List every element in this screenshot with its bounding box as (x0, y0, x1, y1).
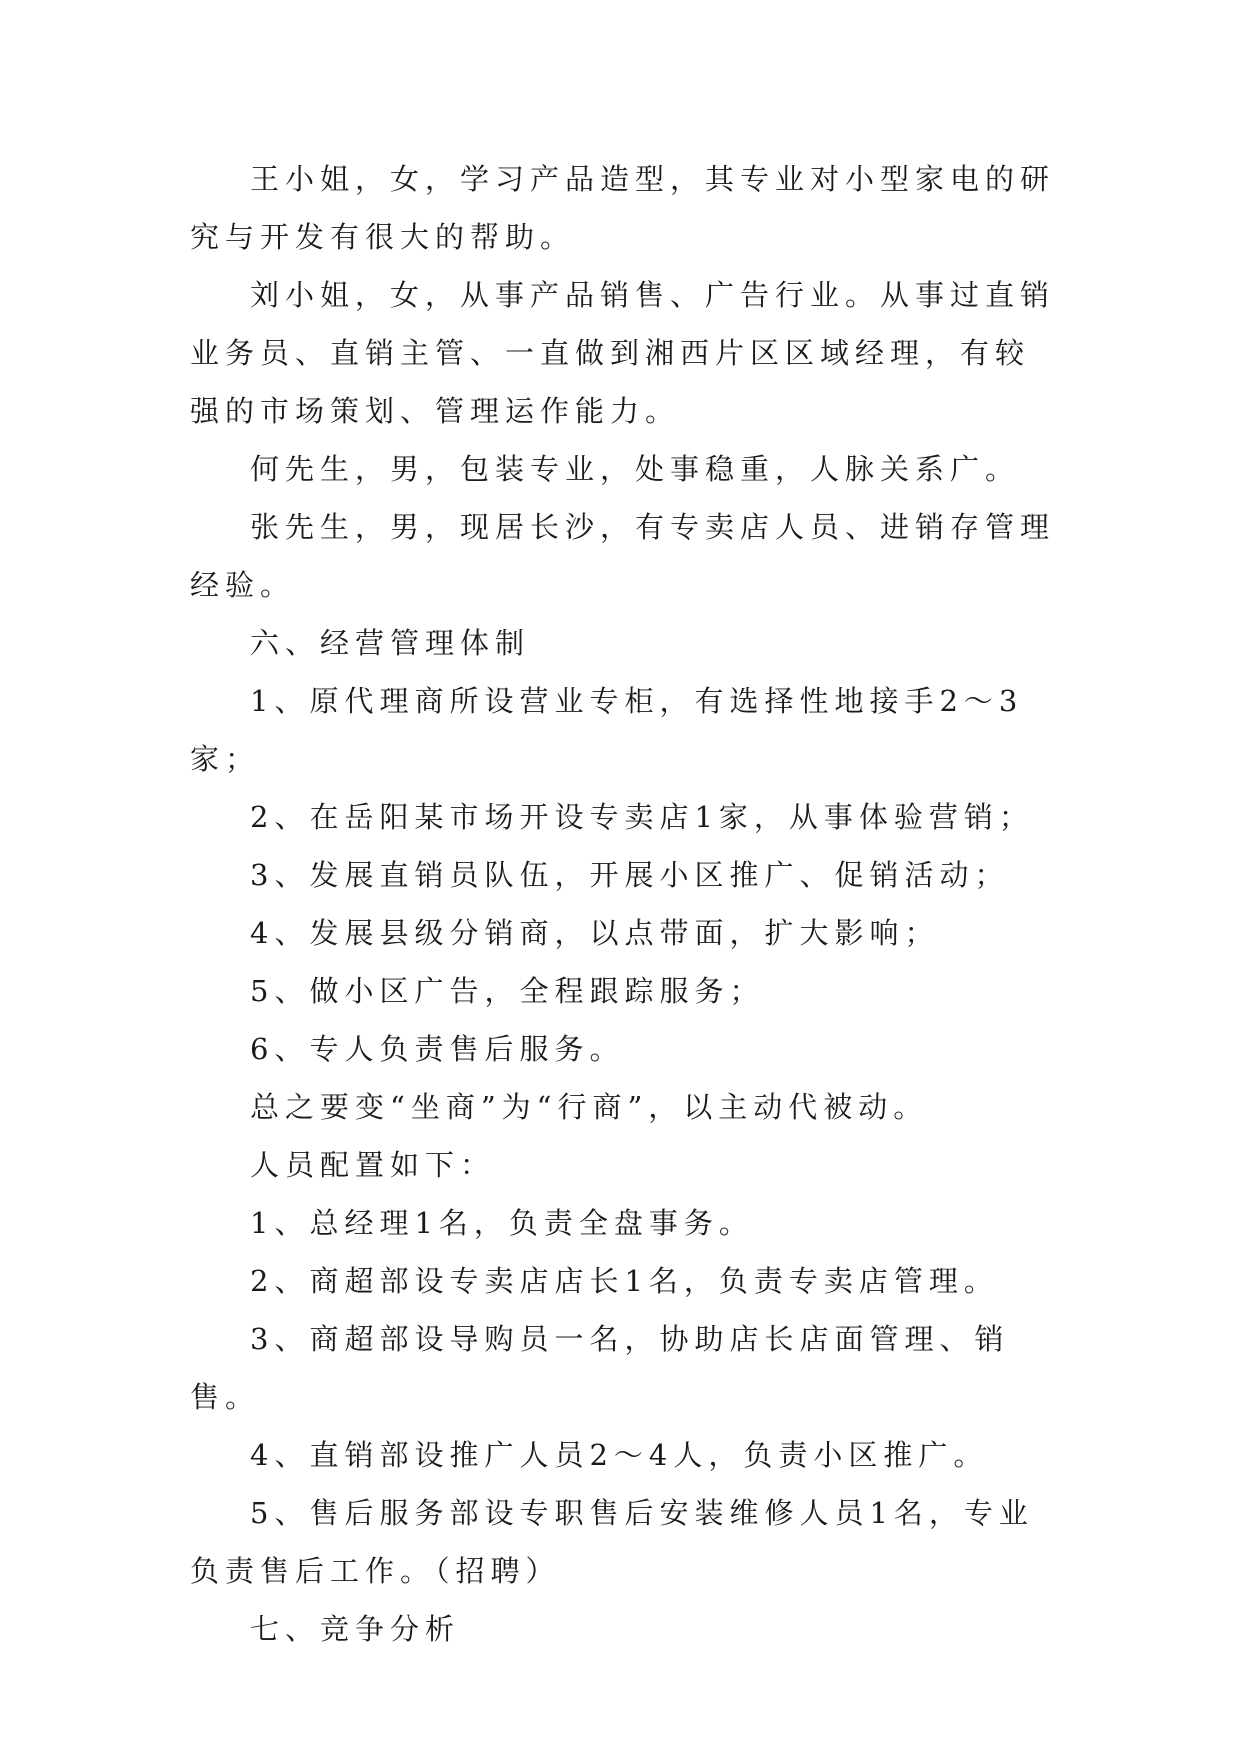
section-heading-management: 六、经营管理体制 (250, 626, 531, 660)
paragraph-zhang: 张先生，男，现居长沙，有专卖店人员、进销存管理经验。 (190, 510, 1056, 602)
list-item: 3、商超部设导购员一名，协助店长店面管理、销售。 (190, 1322, 1010, 1414)
paragraph-he: 何先生，男，包装专业，处事稳重，人脉关系广。 (250, 452, 1021, 486)
list-item: 2、在岳阳某市场开设专卖店1家，从事体验营销； (250, 800, 1034, 834)
list-item: 4、发展县级分销商，以点带面，扩大影响； (250, 916, 940, 950)
paragraph-wang: 王小姐，女，学习产品造型，其专业对小型家电的研究与开发有很大的帮助。 (190, 162, 1056, 254)
document-body (190, 150, 1060, 1658)
list-item: 1、总经理1名，负责全盘事务。 (250, 1206, 754, 1240)
paragraph-liu: 刘小姐，女，从事产品销售、广告行业。从事过直销业务员、直销主管、一直做到湘西片区区域经理，有较强的市场策划、管理运作能力。 (190, 278, 1056, 428)
list-item: 6、专人负责售后服务。 (250, 1032, 625, 1066)
list-item: 3、发展直销员队伍，开展小区推广、促销活动； (250, 858, 1010, 892)
list-item: 5、售后服务部设专职售后安装维修人员1名，专业负责售后工作。（招聘） (190, 1496, 1034, 1588)
section-heading-competition: 七、竞争分析 (250, 1612, 461, 1646)
summary-paragraph: 总之要变“坐商”为“行商”，以主动代被动。 (250, 1090, 929, 1124)
list-item: 5、做小区广告，全程跟踪服务； (250, 974, 765, 1008)
staffing-heading: 人员配置如下： (250, 1148, 496, 1182)
list-item: 4、直销部设推广人员2～4人，负责小区推广。 (250, 1438, 989, 1472)
list-item: 2、商超部设专卖店店长1名，负责专卖店管理。 (250, 1264, 999, 1298)
list-item: 1、原代理商所设营业专柜，有选择性地接手2～3家； (190, 684, 1024, 776)
